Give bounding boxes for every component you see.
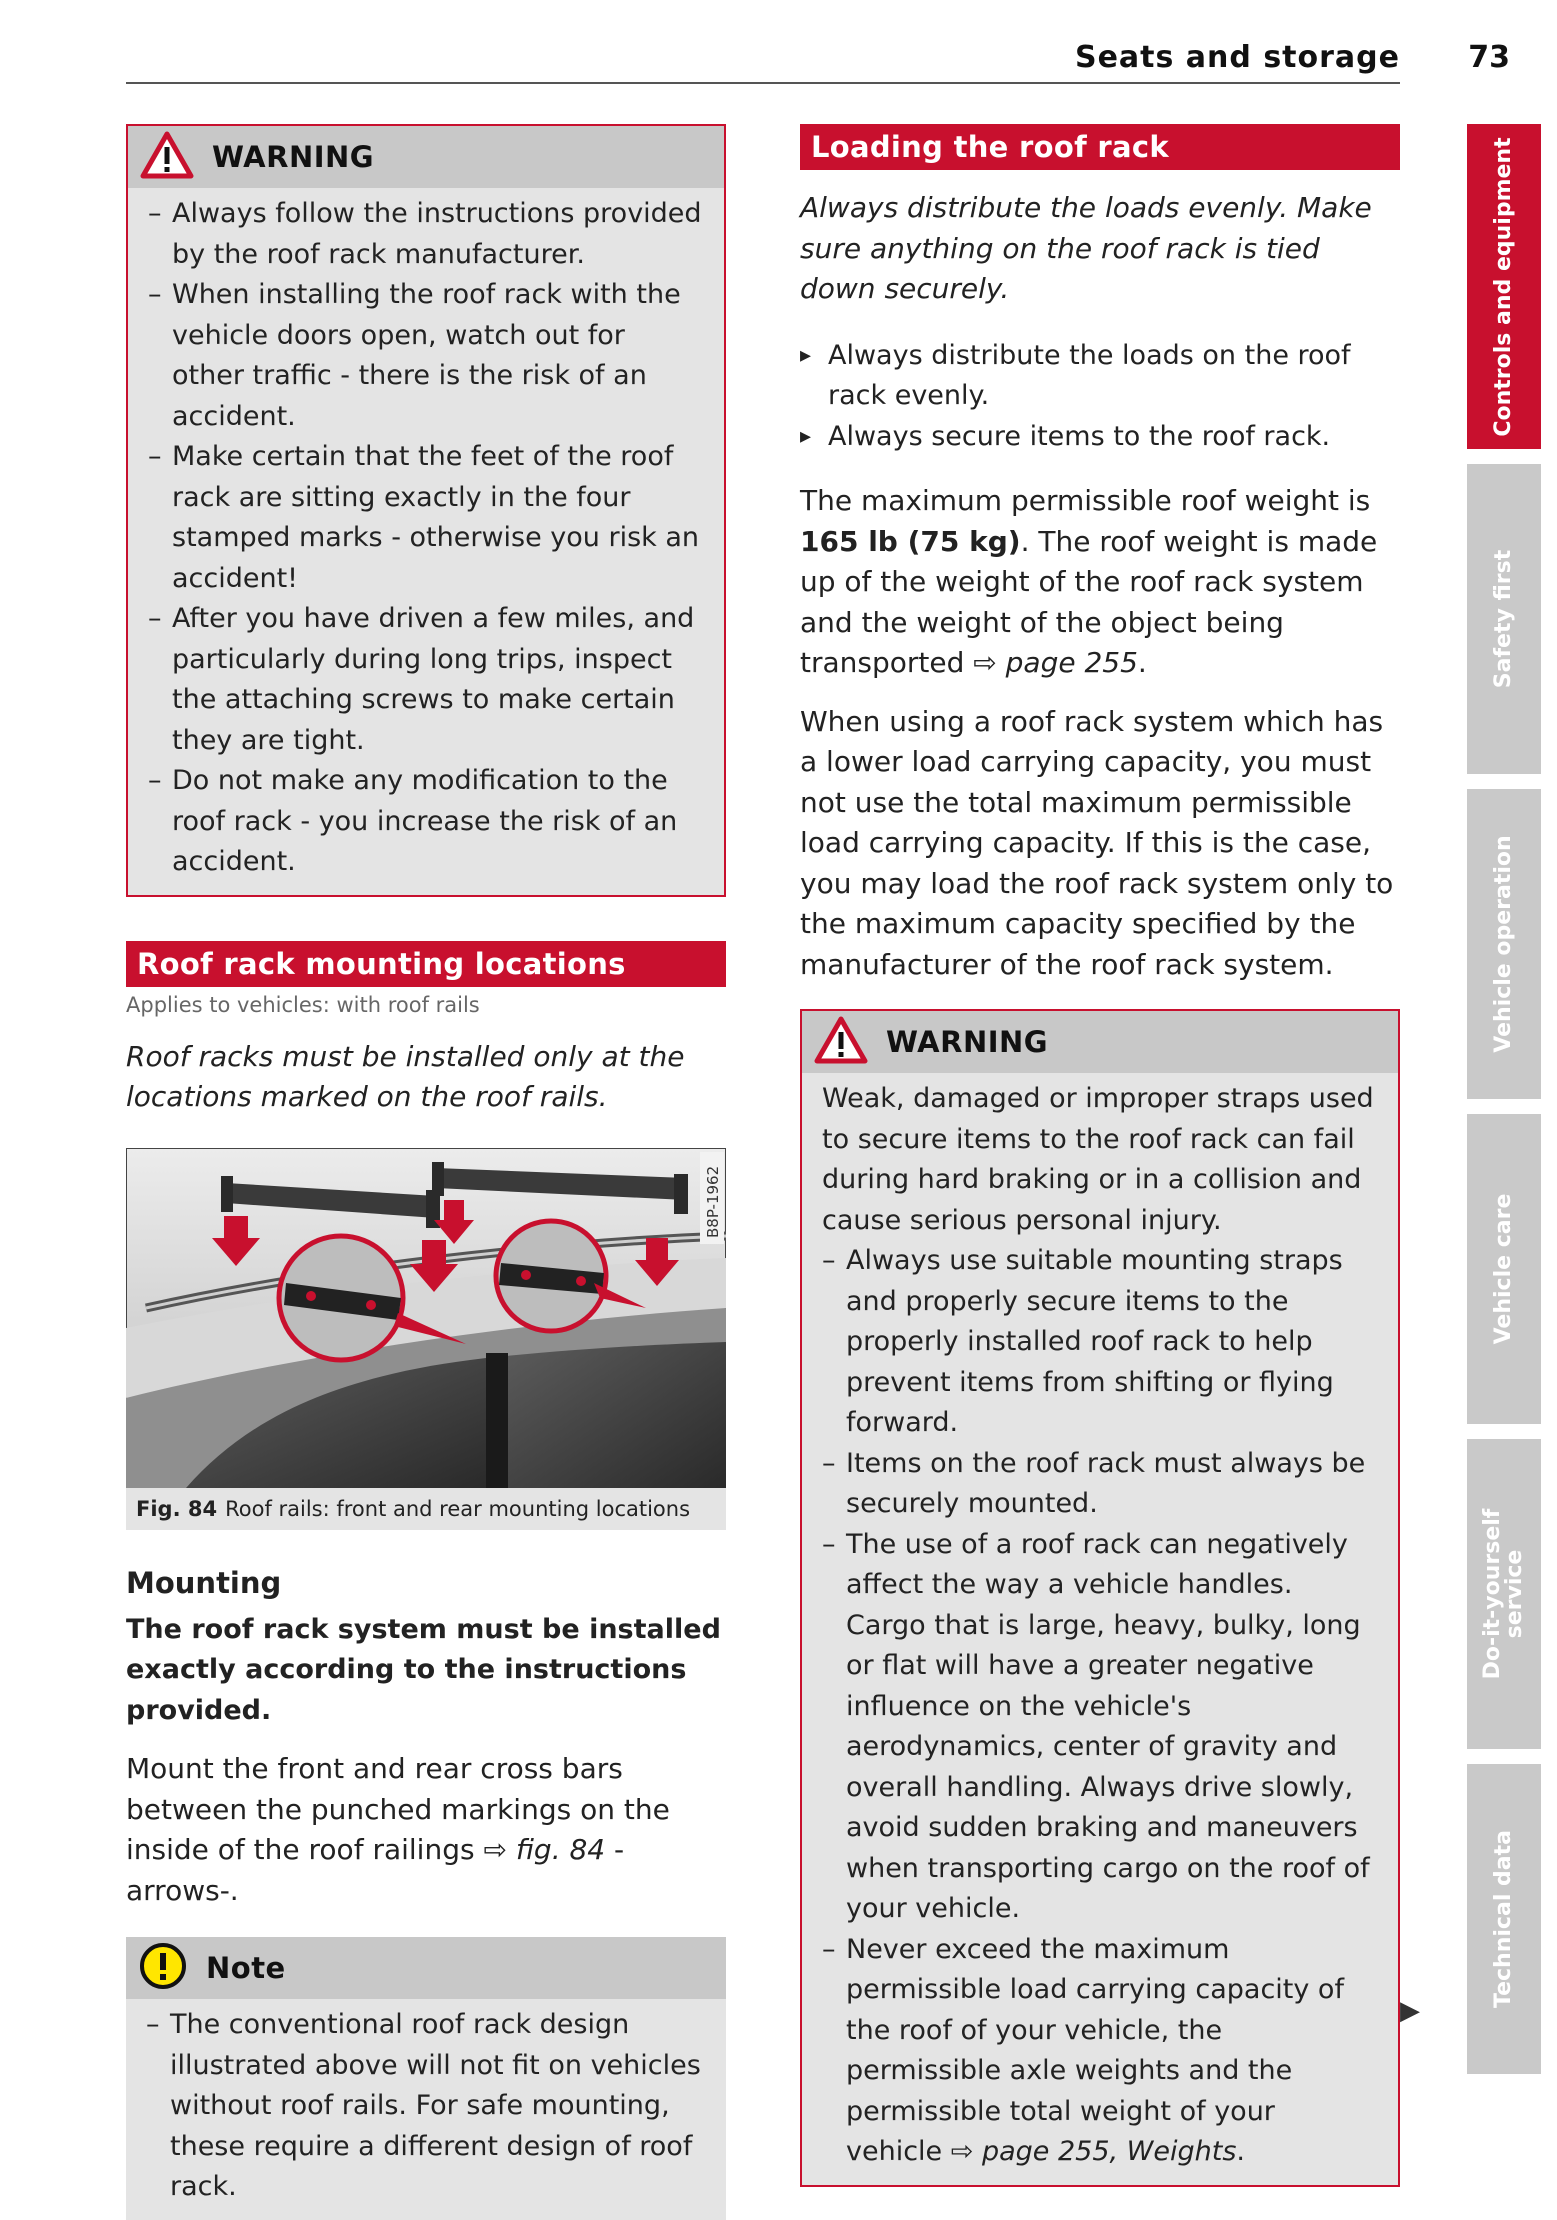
tab-label: Do-it-yourself service — [1480, 1508, 1527, 1680]
mounting-heading: Mounting — [126, 1565, 282, 1600]
warning-intro: Weak, damaged or improper straps used to secure items to the roof rack can fail during hard braking or in a collision and cause serious personal injury. — [822, 1083, 1374, 1236]
right-column — [800, 124, 1400, 2187]
warning-triangle-icon — [140, 131, 194, 183]
roof-rails-illustration — [126, 1148, 726, 1488]
loading-heading: Loading the roof rack — [800, 124, 1400, 170]
note-body — [126, 1999, 726, 2220]
figure-84 — [126, 1148, 726, 1530]
tab-vehicle-operation[interactable] — [1467, 789, 1541, 1099]
loading-bullets — [800, 336, 1400, 458]
warning-list — [822, 1241, 1376, 2173]
continue-arrow-icon: ▶ — [1400, 1996, 1420, 2026]
mounting-locations-section — [126, 941, 726, 1118]
note-list — [146, 2005, 704, 2208]
list-item: – When installing the roof rack with the vehicle doors open, watch out for other traffic - there is the risk of an accident. — [148, 275, 702, 437]
warning-body — [128, 188, 724, 895]
note-header — [126, 1937, 726, 1999]
tab-technical-data[interactable] — [1467, 1764, 1541, 2074]
list-item — [822, 1930, 1376, 2173]
tab-label: Controls and equipment — [1491, 136, 1516, 437]
list-item: – Items on the roof rack must always be securely mounted. — [822, 1444, 1376, 1525]
roof-weight-paragraph — [800, 481, 1400, 684]
paragraph-text: The maximum permissible roof weight is — [800, 484, 1371, 517]
figure-caption-text: Roof rails: front and rear mounting locations — [225, 1496, 691, 1521]
paragraph-text: -arrows-. — [126, 1833, 625, 1907]
mounting-section — [126, 1566, 726, 1912]
tab-label: Safety first — [1491, 549, 1516, 689]
mounting-paragraph — [126, 1749, 726, 1911]
tab-vehicle-care[interactable] — [1467, 1114, 1541, 1424]
note-box — [126, 1937, 726, 2220]
header-divider — [126, 82, 1400, 84]
warning-header — [802, 1011, 1398, 1073]
tab-label: Vehicle care — [1491, 1193, 1516, 1345]
list-item: – After you have driven a few miles, and particularly during long trips, inspect the attaching screws to make certain they are tight. — [148, 599, 702, 761]
loading-intro: Always distribute the loads evenly. Make sure anything on the roof rack is tied down securely. — [800, 191, 1372, 305]
warning-body — [802, 1073, 1398, 2185]
list-item: – Make certain that the feet of the roof rack are sitting exactly in the four stamped marks - otherwise you risk an accident! — [148, 437, 702, 599]
roof-rack-warning-box — [126, 124, 726, 897]
list-item: – The conventional roof rack design illustrated above will not fit on vehicles without roof rails. For safe mounting, these require a different design of roof rack. — [146, 2005, 704, 2208]
list-item: ▸ Always distribute the loads on the roof rack evenly. — [800, 336, 1400, 417]
note-title: Note — [206, 1951, 286, 1985]
tab-safety-first[interactable] — [1467, 464, 1541, 774]
figure-code: B8P-1962 — [704, 1165, 722, 1238]
exclamation-circle-icon — [138, 1941, 188, 1995]
figure-label: Fig. 84 — [136, 1496, 218, 1521]
warning-title: WARNING — [212, 140, 375, 174]
list-item: ▸ Always secure items to the roof rack. — [800, 417, 1400, 458]
list-item: – Always use suitable mounting straps and properly secure items to the properly installed roof rack to help prevent items from shifting or flying forward. — [822, 1241, 1376, 1444]
list-item: – Always follow the instructions provided by the roof rack manufacturer. — [148, 194, 702, 275]
weights-reference-link[interactable]: ⇨ page 255, Weights — [950, 2136, 1237, 2167]
left-column — [126, 124, 726, 2220]
page-number: 73 — [1468, 40, 1510, 75]
tab-do-it-yourself-service[interactable] — [1467, 1439, 1541, 1749]
paragraph-text: . The roof weight is made up of the weight of the roof rack system and the weight of the object being transported — [800, 524, 1378, 679]
paragraph-text: . — [1137, 646, 1147, 679]
tab-label: Technical data — [1491, 1830, 1516, 2008]
tab-controls-and-equipment[interactable] — [1467, 124, 1541, 449]
page-reference-link[interactable]: ⇨ page 255 — [973, 646, 1138, 679]
warning-list — [148, 194, 702, 883]
section-title: Seats and storage — [1074, 40, 1400, 75]
warning-triangle-icon — [814, 1016, 868, 1068]
paragraph-text: Mount the front and rear cross bars between the punched markings on the inside of the roof railings — [126, 1752, 670, 1866]
roof-weight-value: 165 lb (75 kg) — [800, 524, 1021, 558]
figure-reference-link[interactable]: ⇨ fig. 84 — [483, 1833, 606, 1866]
mounting-bold-text: The roof rack system must be installed exactly according to the instructions provided. — [126, 1613, 721, 1726]
straps-warning-box — [800, 1009, 1400, 2187]
list-item: – Do not make any modification to the roof rack - you increase the risk of an accident. — [148, 761, 702, 883]
tab-label: Vehicle operation — [1491, 835, 1516, 1053]
list-item: – The use of a roof rack can negatively affect the way a vehicle handles. Cargo that is large, heavy, bulky, long or flat will have a greater negative influence on the vehicle's aerodynamics, center of gravity and overall handling. Always drive slowly, avoid sudden braking and maneuvers when transporting cargo on the roof of your vehicle. — [822, 1525, 1376, 1930]
applies-to-note: Applies to vehicles: with roof rails — [126, 992, 480, 1017]
list-item-text: Never exceed the maximum permissible load carrying capacity of the roof of your vehicle, the permissible axle weights and the permissible total weight of your vehicle — [846, 1933, 1344, 2167]
mounting-locations-heading: Roof rack mounting locations — [126, 941, 726, 987]
load-capacity-paragraph: When using a roof rack system which has a lower load carrying capacity, you must not use the total maximum permissible load carrying capacity. If this is the case, you may load the roof rack system only to the maximum capacity specified by the manufacturer of the roof rack system. — [800, 704, 1394, 981]
figure-caption — [126, 1488, 726, 1530]
warning-title: WARNING — [886, 1025, 1049, 1059]
list-item-text: . — [1236, 2136, 1245, 2167]
mounting-locations-intro: Roof racks must be installed only at the locations marked on the roof rails. — [126, 1039, 685, 1113]
warning-header — [128, 126, 724, 188]
